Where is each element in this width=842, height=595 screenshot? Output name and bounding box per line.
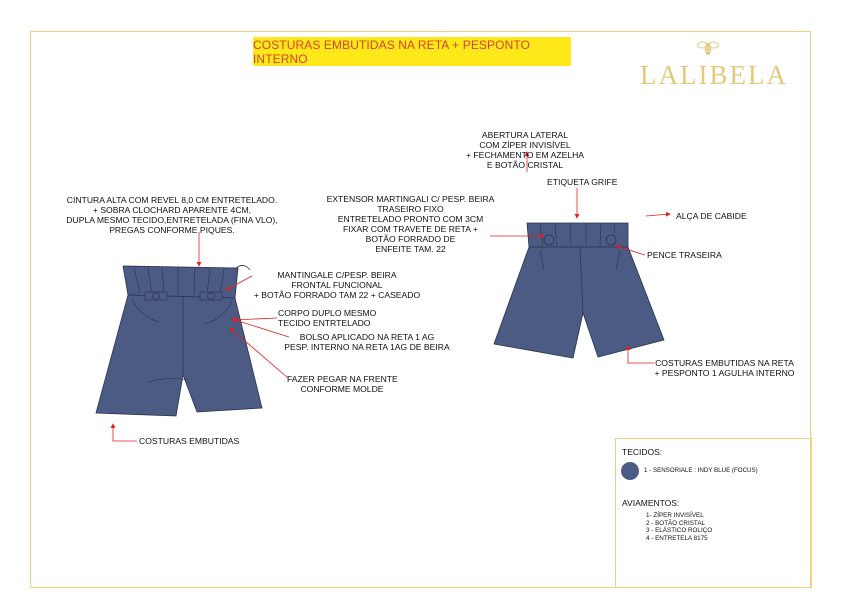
note-front-seams: COSTURAS EMBUTIDAS	[139, 436, 240, 446]
note-dart: PENCE TRASEIRA	[647, 250, 722, 260]
note-body: CORPO DUPLO MESMO TECIDO ENTRTELADO	[278, 308, 377, 328]
note-back-seams: COSTURAS EMBUTIDAS NA RETA + PESPONTO 1 AGULHA INTERNO	[654, 358, 795, 378]
materials-legend	[615, 438, 812, 588]
trim-item: 1- ZÍPER INVISÍVEL	[646, 512, 704, 519]
note-martingale: MANTINGALE C/PESP. BEIRA FRONTAL FUNCIONAL + BOTÃO FORRADO TAM 22 + CASEADO	[253, 270, 421, 300]
note-pleat: FAZER PEGAR NA FRENTE CONFORME MOLDE	[287, 374, 398, 394]
brand-logo: LALIBELA	[640, 60, 788, 90]
back-shorts-drawing	[494, 223, 664, 358]
note-label: ETIQUETA GRIFE	[547, 177, 618, 187]
note-extender: EXTENSOR MARTINGALI C/ PESP. BEIRA TRASEIRO FIXO ENTRETELADO PRONTO COM 3CM FIXAR COM TRAVETE DE RETA + BOTÃO FORRADO DE ENFEITE TAM. 22	[326, 194, 495, 254]
trim-item: 4 - ENTRETELA 8175	[646, 534, 708, 542]
trims-heading: AVIAMENTOS:	[622, 498, 680, 508]
trim-item: 3 - ELÁSTICO ROLIÇO	[646, 527, 713, 535]
front-shorts-drawing	[96, 265, 262, 416]
note-pocket: BOLSO APLICADO NA RETA 1 AG PESP. INTERNO NA RETA 1AG DE BEIRA	[284, 332, 450, 352]
page-title: COSTURAS EMBUTIDAS NA RETA + PESPONTO INTERNO	[253, 37, 571, 66]
fabric-1: 1 - SENSORIALE : INDY BLUE (FOCUS)	[644, 467, 758, 474]
fabric-color-swatch	[621, 462, 639, 480]
note-hanger: ALÇA DE CABIDE	[676, 211, 747, 221]
note-zipper: ABERTURA LATERAL COM ZÍPER INVISÍVEL + FECHAMENTO EM AZELHA E BOTÃO CRISTAL	[465, 130, 585, 170]
trim-item: 2 - BOTÃO CRISTAL	[646, 519, 706, 527]
fabrics-heading: TECIDOS:	[622, 447, 663, 457]
note-waist: CINTURA ALTA COM REVEL 8,0 CM ENTRETELADO. + SOBRA CLOCHARD APARENTE 4CM, DUPLA MESMO TECIDO,ENTRETELADA (FINA VLO), PREGAS CONFORME PIQUES.	[66, 195, 278, 235]
trims-list	[646, 512, 712, 542]
